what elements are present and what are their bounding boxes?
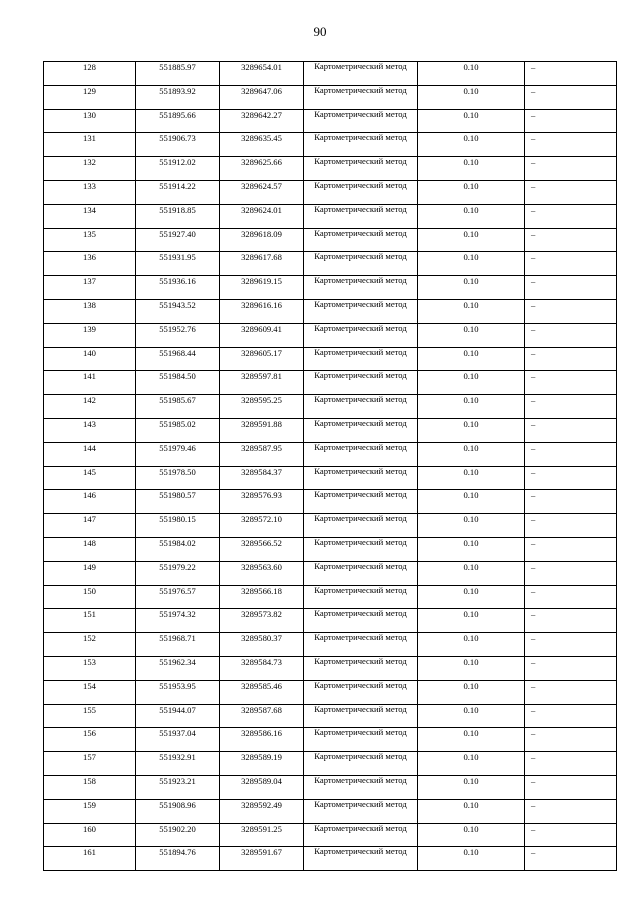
x-coordinate-cell: 551902.20 <box>136 823 220 847</box>
point-number-cell: 129 <box>44 85 136 109</box>
method-cell: Картометрический метод <box>304 704 418 728</box>
table-row <box>44 537 617 561</box>
table-row <box>44 561 617 585</box>
table-row <box>44 418 617 442</box>
accuracy-cell: 0.10 <box>418 537 525 561</box>
description-cell: – <box>525 633 617 657</box>
y-coordinate-cell: 3289617.68 <box>220 252 304 276</box>
accuracy-cell: 0.10 <box>418 442 525 466</box>
method-cell: Картометрический метод <box>304 109 418 133</box>
y-coordinate-cell: 3289573.82 <box>220 609 304 633</box>
y-coordinate-cell: 3289589.19 <box>220 752 304 776</box>
point-number-cell: 128 <box>44 62 136 86</box>
x-coordinate-cell: 551953.95 <box>136 680 220 704</box>
description-cell: – <box>525 62 617 86</box>
method-cell: Картометрический метод <box>304 133 418 157</box>
description-cell: – <box>525 704 617 728</box>
table-row <box>44 680 617 704</box>
accuracy-cell: 0.10 <box>418 728 525 752</box>
table-row <box>44 133 617 157</box>
accuracy-cell: 0.10 <box>418 514 525 538</box>
y-coordinate-cell: 3289584.73 <box>220 656 304 680</box>
description-cell: – <box>525 418 617 442</box>
accuracy-cell: 0.10 <box>418 299 525 323</box>
x-coordinate-cell: 551984.50 <box>136 371 220 395</box>
x-coordinate-cell: 551895.66 <box>136 109 220 133</box>
point-number-cell: 144 <box>44 442 136 466</box>
accuracy-cell: 0.10 <box>418 323 525 347</box>
accuracy-cell: 0.10 <box>418 752 525 776</box>
table-row <box>44 371 617 395</box>
table-row <box>44 490 617 514</box>
accuracy-cell: 0.10 <box>418 799 525 823</box>
description-cell: – <box>525 252 617 276</box>
method-cell: Картометрический метод <box>304 252 418 276</box>
point-number-cell: 146 <box>44 490 136 514</box>
method-cell: Картометрический метод <box>304 847 418 871</box>
description-cell: – <box>525 395 617 419</box>
accuracy-cell: 0.10 <box>418 62 525 86</box>
x-coordinate-cell: 551985.67 <box>136 395 220 419</box>
method-cell: Картометрический метод <box>304 228 418 252</box>
accuracy-cell: 0.10 <box>418 609 525 633</box>
x-coordinate-cell: 551979.22 <box>136 561 220 585</box>
table-row <box>44 633 617 657</box>
description-cell: – <box>525 609 617 633</box>
table-row <box>44 323 617 347</box>
accuracy-cell: 0.10 <box>418 585 525 609</box>
point-number-cell: 135 <box>44 228 136 252</box>
x-coordinate-cell: 551980.15 <box>136 514 220 538</box>
point-number-cell: 134 <box>44 204 136 228</box>
description-cell: – <box>525 799 617 823</box>
y-coordinate-cell: 3289592.49 <box>220 799 304 823</box>
method-cell: Картометрический метод <box>304 276 418 300</box>
point-number-cell: 139 <box>44 323 136 347</box>
point-number-cell: 152 <box>44 633 136 657</box>
method-cell: Картометрический метод <box>304 752 418 776</box>
description-cell: – <box>525 442 617 466</box>
table-row <box>44 823 617 847</box>
method-cell: Картометрический метод <box>304 656 418 680</box>
y-coordinate-cell: 3289566.52 <box>220 537 304 561</box>
point-number-cell: 151 <box>44 609 136 633</box>
table-row <box>44 847 617 871</box>
x-coordinate-cell: 551968.44 <box>136 347 220 371</box>
point-number-cell: 145 <box>44 466 136 490</box>
description-cell: – <box>525 157 617 181</box>
description-cell: – <box>525 180 617 204</box>
point-number-cell: 157 <box>44 752 136 776</box>
method-cell: Картометрический метод <box>304 395 418 419</box>
x-coordinate-cell: 551976.57 <box>136 585 220 609</box>
table-row <box>44 85 617 109</box>
x-coordinate-cell: 551974.32 <box>136 609 220 633</box>
table-row <box>44 204 617 228</box>
x-coordinate-cell: 551885.97 <box>136 62 220 86</box>
table-row <box>44 775 617 799</box>
accuracy-cell: 0.10 <box>418 157 525 181</box>
method-cell: Картометрический метод <box>304 323 418 347</box>
description-cell: – <box>525 537 617 561</box>
table-row <box>44 609 617 633</box>
x-coordinate-cell: 551968.71 <box>136 633 220 657</box>
table-row <box>44 514 617 538</box>
description-cell: – <box>525 323 617 347</box>
point-number-cell: 148 <box>44 537 136 561</box>
y-coordinate-cell: 3289586.16 <box>220 728 304 752</box>
method-cell: Картометрический метод <box>304 680 418 704</box>
accuracy-cell: 0.10 <box>418 276 525 300</box>
accuracy-cell: 0.10 <box>418 561 525 585</box>
accuracy-cell: 0.10 <box>418 490 525 514</box>
description-cell: – <box>525 585 617 609</box>
y-coordinate-cell: 3289624.57 <box>220 180 304 204</box>
method-cell: Картометрический метод <box>304 585 418 609</box>
table-row <box>44 228 617 252</box>
coordinates-table <box>43 61 617 871</box>
accuracy-cell: 0.10 <box>418 418 525 442</box>
method-cell: Картометрический метод <box>304 299 418 323</box>
accuracy-cell: 0.10 <box>418 466 525 490</box>
x-coordinate-cell: 551985.02 <box>136 418 220 442</box>
x-coordinate-cell: 551932.91 <box>136 752 220 776</box>
description-cell: – <box>525 466 617 490</box>
accuracy-cell: 0.10 <box>418 680 525 704</box>
page-number: 90 <box>313 24 327 39</box>
method-cell: Картометрический метод <box>304 609 418 633</box>
description-cell: – <box>525 514 617 538</box>
description-cell: – <box>525 347 617 371</box>
method-cell: Картометрический метод <box>304 62 418 86</box>
point-number-cell: 140 <box>44 347 136 371</box>
description-cell: – <box>525 85 617 109</box>
x-coordinate-cell: 551962.34 <box>136 656 220 680</box>
point-number-cell: 136 <box>44 252 136 276</box>
method-cell: Картометрический метод <box>304 85 418 109</box>
description-cell: – <box>525 847 617 871</box>
point-number-cell: 161 <box>44 847 136 871</box>
y-coordinate-cell: 3289576.93 <box>220 490 304 514</box>
method-cell: Картометрический метод <box>304 466 418 490</box>
y-coordinate-cell: 3289591.25 <box>220 823 304 847</box>
table-row <box>44 704 617 728</box>
description-cell: – <box>525 228 617 252</box>
point-number-cell: 156 <box>44 728 136 752</box>
x-coordinate-cell: 551952.76 <box>136 323 220 347</box>
y-coordinate-cell: 3289609.41 <box>220 323 304 347</box>
method-cell: Картометрический метод <box>304 561 418 585</box>
description-cell: – <box>525 823 617 847</box>
table-row <box>44 656 617 680</box>
point-number-cell: 155 <box>44 704 136 728</box>
y-coordinate-cell: 3289618.09 <box>220 228 304 252</box>
y-coordinate-cell: 3289566.18 <box>220 585 304 609</box>
description-cell: – <box>525 490 617 514</box>
x-coordinate-cell: 551943.52 <box>136 299 220 323</box>
y-coordinate-cell: 3289635.45 <box>220 133 304 157</box>
point-number-cell: 142 <box>44 395 136 419</box>
y-coordinate-cell: 3289589.04 <box>220 775 304 799</box>
point-number-cell: 133 <box>44 180 136 204</box>
description-cell: – <box>525 133 617 157</box>
description-cell: – <box>525 775 617 799</box>
method-cell: Картометрический метод <box>304 823 418 847</box>
y-coordinate-cell: 3289595.25 <box>220 395 304 419</box>
table-row <box>44 276 617 300</box>
point-number-cell: 132 <box>44 157 136 181</box>
accuracy-cell: 0.10 <box>418 704 525 728</box>
x-coordinate-cell: 551936.16 <box>136 276 220 300</box>
table-row <box>44 299 617 323</box>
y-coordinate-cell: 3289587.95 <box>220 442 304 466</box>
method-cell: Картометрический метод <box>304 347 418 371</box>
point-number-cell: 143 <box>44 418 136 442</box>
table-row <box>44 585 617 609</box>
point-number-cell: 131 <box>44 133 136 157</box>
point-number-cell: 160 <box>44 823 136 847</box>
accuracy-cell: 0.10 <box>418 228 525 252</box>
y-coordinate-cell: 3289616.16 <box>220 299 304 323</box>
table-row <box>44 799 617 823</box>
method-cell: Картометрический метод <box>304 157 418 181</box>
table-row <box>44 466 617 490</box>
table-row <box>44 180 617 204</box>
accuracy-cell: 0.10 <box>418 656 525 680</box>
accuracy-cell: 0.10 <box>418 371 525 395</box>
table-row <box>44 157 617 181</box>
y-coordinate-cell: 3289585.46 <box>220 680 304 704</box>
point-number-cell: 153 <box>44 656 136 680</box>
x-coordinate-cell: 551937.04 <box>136 728 220 752</box>
description-cell: – <box>525 680 617 704</box>
accuracy-cell: 0.10 <box>418 204 525 228</box>
x-coordinate-cell: 551927.40 <box>136 228 220 252</box>
y-coordinate-cell: 3289605.17 <box>220 347 304 371</box>
y-coordinate-cell: 3289572.10 <box>220 514 304 538</box>
point-number-cell: 147 <box>44 514 136 538</box>
y-coordinate-cell: 3289642.27 <box>220 109 304 133</box>
table-row <box>44 62 617 86</box>
table-row <box>44 442 617 466</box>
accuracy-cell: 0.10 <box>418 823 525 847</box>
point-number-cell: 149 <box>44 561 136 585</box>
description-cell: – <box>525 752 617 776</box>
y-coordinate-cell: 3289619.15 <box>220 276 304 300</box>
y-coordinate-cell: 3289591.88 <box>220 418 304 442</box>
description-cell: – <box>525 728 617 752</box>
method-cell: Картометрический метод <box>304 442 418 466</box>
point-number-cell: 137 <box>44 276 136 300</box>
accuracy-cell: 0.10 <box>418 109 525 133</box>
coordinates-table-body <box>44 62 617 871</box>
table-row <box>44 252 617 276</box>
y-coordinate-cell: 3289597.81 <box>220 371 304 395</box>
point-number-cell: 138 <box>44 299 136 323</box>
x-coordinate-cell: 551912.02 <box>136 157 220 181</box>
y-coordinate-cell: 3289563.60 <box>220 561 304 585</box>
point-number-cell: 158 <box>44 775 136 799</box>
y-coordinate-cell: 3289580.37 <box>220 633 304 657</box>
table-row <box>44 728 617 752</box>
y-coordinate-cell: 3289587.68 <box>220 704 304 728</box>
method-cell: Картометрический метод <box>304 537 418 561</box>
y-coordinate-cell: 3289624.01 <box>220 204 304 228</box>
method-cell: Картометрический метод <box>304 418 418 442</box>
x-coordinate-cell: 551918.85 <box>136 204 220 228</box>
method-cell: Картометрический метод <box>304 633 418 657</box>
table-row <box>44 752 617 776</box>
method-cell: Картометрический метод <box>304 371 418 395</box>
method-cell: Картометрический метод <box>304 799 418 823</box>
point-number-cell: 150 <box>44 585 136 609</box>
point-number-cell: 141 <box>44 371 136 395</box>
description-cell: – <box>525 204 617 228</box>
accuracy-cell: 0.10 <box>418 775 525 799</box>
y-coordinate-cell: 3289647.06 <box>220 85 304 109</box>
x-coordinate-cell: 551984.02 <box>136 537 220 561</box>
method-cell: Картометрический метод <box>304 775 418 799</box>
description-cell: – <box>525 299 617 323</box>
x-coordinate-cell: 551931.95 <box>136 252 220 276</box>
y-coordinate-cell: 3289591.67 <box>220 847 304 871</box>
accuracy-cell: 0.10 <box>418 395 525 419</box>
accuracy-cell: 0.10 <box>418 847 525 871</box>
description-cell: – <box>525 561 617 585</box>
x-coordinate-cell: 551944.07 <box>136 704 220 728</box>
accuracy-cell: 0.10 <box>418 85 525 109</box>
table-row <box>44 347 617 371</box>
method-cell: Картометрический метод <box>304 514 418 538</box>
x-coordinate-cell: 551979.46 <box>136 442 220 466</box>
point-number-cell: 159 <box>44 799 136 823</box>
table-row <box>44 395 617 419</box>
method-cell: Картометрический метод <box>304 204 418 228</box>
description-cell: – <box>525 656 617 680</box>
method-cell: Картометрический метод <box>304 180 418 204</box>
y-coordinate-cell: 3289584.37 <box>220 466 304 490</box>
x-coordinate-cell: 551906.73 <box>136 133 220 157</box>
description-cell: – <box>525 276 617 300</box>
method-cell: Картометрический метод <box>304 490 418 514</box>
method-cell: Картометрический метод <box>304 728 418 752</box>
description-cell: – <box>525 371 617 395</box>
x-coordinate-cell: 551894.76 <box>136 847 220 871</box>
y-coordinate-cell: 3289654.01 <box>220 62 304 86</box>
accuracy-cell: 0.10 <box>418 347 525 371</box>
point-number-cell: 130 <box>44 109 136 133</box>
x-coordinate-cell: 551978.50 <box>136 466 220 490</box>
accuracy-cell: 0.10 <box>418 633 525 657</box>
accuracy-cell: 0.10 <box>418 180 525 204</box>
table-row <box>44 109 617 133</box>
description-cell: – <box>525 109 617 133</box>
accuracy-cell: 0.10 <box>418 133 525 157</box>
x-coordinate-cell: 551908.96 <box>136 799 220 823</box>
accuracy-cell: 0.10 <box>418 252 525 276</box>
x-coordinate-cell: 551914.22 <box>136 180 220 204</box>
x-coordinate-cell: 551893.92 <box>136 85 220 109</box>
y-coordinate-cell: 3289625.66 <box>220 157 304 181</box>
point-number-cell: 154 <box>44 680 136 704</box>
x-coordinate-cell: 551923.21 <box>136 775 220 799</box>
x-coordinate-cell: 551980.57 <box>136 490 220 514</box>
